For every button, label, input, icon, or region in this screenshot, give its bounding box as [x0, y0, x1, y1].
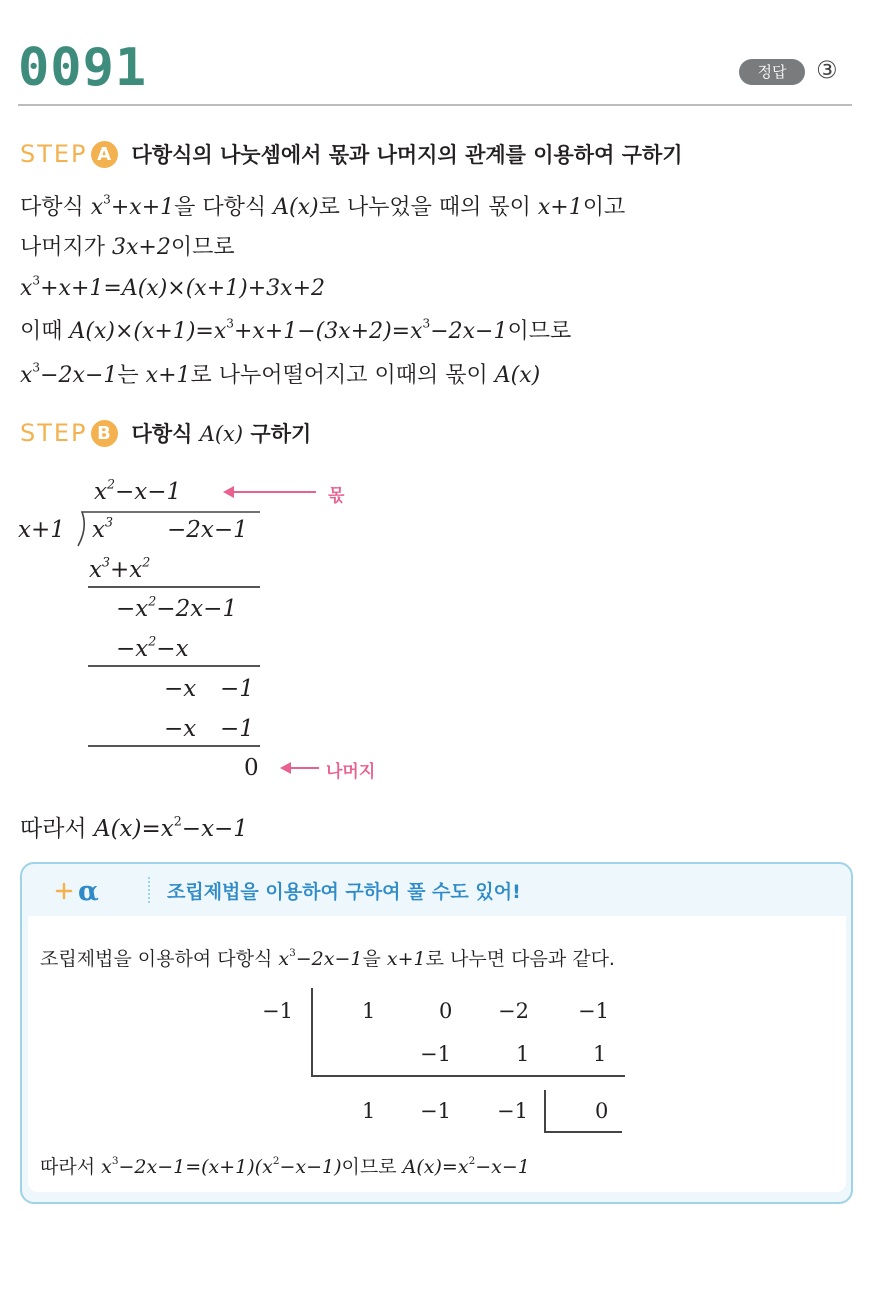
text: 는 — [117, 363, 146, 388]
conclusion — [20, 814, 248, 844]
step-b-badge: B — [91, 420, 118, 447]
division-rule-3 — [88, 745, 260, 747]
exponent: 3 — [101, 554, 111, 570]
text: 을 — [362, 948, 387, 970]
step-b-title-pre: 다항식 — [131, 422, 200, 446]
answer-value: ③ — [816, 56, 838, 84]
step-a-badge: A — [91, 141, 118, 168]
quotient — [94, 476, 182, 505]
math: −x−1) — [279, 1156, 342, 1178]
synthetic-product: 1 — [593, 1042, 607, 1066]
math: −x−1 — [181, 816, 248, 842]
text: 따라서 — [40, 1156, 102, 1178]
division-row-5-const: −1 — [220, 716, 254, 742]
text: 이므로 — [341, 1156, 403, 1178]
header-divider — [18, 104, 852, 106]
synthetic-horizontal-rule — [311, 1075, 625, 1077]
division-row-2 — [116, 593, 238, 622]
synthetic-coef: 0 — [439, 999, 453, 1023]
math: x+1 — [537, 195, 583, 220]
division-row-1 — [89, 554, 151, 583]
step-b-heading — [20, 418, 311, 448]
exponent: 2 — [106, 476, 116, 492]
exponent: 3 — [104, 514, 114, 530]
step-a-line-2 — [20, 233, 235, 263]
exponent: 3 — [32, 273, 41, 288]
synthetic-result: −1 — [420, 1099, 451, 1123]
exponent: 2 — [272, 1155, 280, 1168]
step-a-tag: STEP — [20, 140, 88, 168]
math: −2x−1 — [295, 948, 363, 970]
math: x — [92, 517, 105, 543]
synthetic-result: −1 — [497, 1099, 528, 1123]
math: x+1 — [386, 948, 426, 970]
division-rule-1 — [88, 586, 260, 588]
division-row-3 — [116, 633, 189, 662]
exponent: 3 — [111, 1155, 119, 1168]
math: 3x+2 — [112, 235, 171, 260]
text: 로 나누면 다음과 같다. — [425, 948, 615, 970]
synthetic-coef: 1 — [362, 999, 376, 1023]
text: 다항식 — [20, 195, 91, 220]
tip-divider — [148, 877, 152, 903]
math: +x+1 — [110, 195, 175, 220]
step-a-heading — [20, 139, 683, 169]
equation-3 — [20, 361, 540, 391]
math: A(x)×(x+1)=x — [69, 319, 227, 344]
text: 따라서 — [20, 816, 94, 842]
exponent: 3 — [289, 947, 296, 960]
math: x — [94, 479, 107, 505]
math: x — [101, 1156, 112, 1178]
remainder-arrow-line — [289, 767, 319, 769]
problem-number: 0091 — [18, 38, 148, 98]
math: +x+1−(3x+2)=x — [233, 319, 423, 344]
math: −2x−1 — [156, 596, 238, 622]
alpha-icon — [54, 876, 114, 904]
exponent: 2 — [148, 593, 157, 609]
dividend — [92, 514, 262, 543]
math: −x — [116, 636, 149, 662]
math: −x−1 — [115, 479, 182, 505]
exponent: 3 — [32, 360, 41, 375]
math: A(x)=x — [402, 1156, 469, 1178]
tip-outro — [40, 1152, 530, 1182]
math: A(x) — [273, 195, 319, 220]
math: −2x−1=(x+1)(x — [118, 1156, 273, 1178]
quotient-arrow-line — [232, 491, 316, 493]
text: 이므로 — [507, 319, 572, 344]
division-row-4-term: −x — [164, 676, 197, 702]
math: +x — [110, 557, 143, 583]
exponent: 3 — [103, 192, 111, 207]
text: 로 나누어떨어지고 이때의 몫이 — [190, 363, 495, 388]
step-b-tag: STEP — [20, 419, 88, 447]
exponent: 3 — [422, 316, 431, 331]
exponent: 2 — [173, 813, 182, 829]
math: x+1 — [145, 363, 191, 388]
remainder: 0 — [244, 755, 259, 781]
division-row-5-term: −x — [164, 716, 197, 742]
text: 나머지가 — [20, 235, 113, 260]
division-row-4-const: −1 — [220, 676, 254, 702]
math: x — [20, 276, 33, 301]
math: −2x−1 — [40, 363, 118, 388]
math: −2x−1 — [167, 517, 248, 543]
synthetic-remainder: 0 — [595, 1099, 609, 1123]
division-rule-2 — [88, 665, 260, 667]
math: x — [90, 195, 104, 220]
exponent: 3 — [226, 316, 234, 331]
svg-text:α: α — [78, 876, 99, 904]
answer-badge: 정답 — [739, 59, 805, 85]
math: −2x−1 — [430, 319, 508, 344]
remainder-box-bottom — [544, 1131, 622, 1133]
synthetic-vertical-rule — [311, 988, 313, 1076]
tip-intro — [40, 944, 615, 974]
math: +x+1=A(x)×(x+1)+3x+2 — [40, 276, 325, 301]
synthetic-product: 1 — [516, 1042, 530, 1066]
text: 조립제법을 이용하여 다항식 — [40, 948, 279, 970]
math: x — [89, 557, 102, 583]
step-b-title-post: 구하기 — [243, 422, 312, 446]
math: A(x) — [494, 363, 541, 388]
synthetic-coef: −2 — [498, 999, 529, 1023]
equation-1 — [20, 274, 325, 304]
text: 이고 — [582, 195, 626, 220]
math: A(x)=x — [93, 816, 174, 842]
step-a-line-1 — [20, 193, 625, 223]
exponent: 2 — [148, 633, 157, 649]
math: x — [278, 948, 290, 970]
math: −x−1 — [475, 1156, 530, 1178]
equation-2 — [20, 317, 571, 347]
math: x — [20, 363, 33, 388]
text: 을 다항식 — [174, 195, 274, 220]
divisor: x+1 — [18, 517, 65, 543]
quotient-label: 몫 — [328, 486, 345, 506]
synthetic-product: −1 — [420, 1042, 451, 1066]
synthetic-root: −1 — [262, 999, 293, 1023]
synthetic-result: 1 — [362, 1099, 376, 1123]
remainder-label: 나머지 — [326, 762, 376, 782]
text: 이때 — [20, 319, 70, 344]
step-b-title-math: A(x) — [199, 422, 244, 446]
remainder-box-left — [544, 1090, 546, 1132]
math: −x — [156, 636, 189, 662]
exponent: 2 — [142, 554, 151, 570]
step-a-title: 다항식의 나눗셈에서 몫과 나머지의 관계를 이용하여 구하기 — [131, 143, 683, 167]
math: −x — [116, 596, 149, 622]
text: 이므로 — [170, 235, 235, 260]
text: 로 나누었을 때의 몫이 — [318, 195, 538, 220]
exponent: 2 — [468, 1155, 476, 1168]
synthetic-coef: −1 — [578, 999, 609, 1023]
tip-title: 조립제법을 이용하여 구하여 풀 수도 있어! — [167, 881, 521, 903]
